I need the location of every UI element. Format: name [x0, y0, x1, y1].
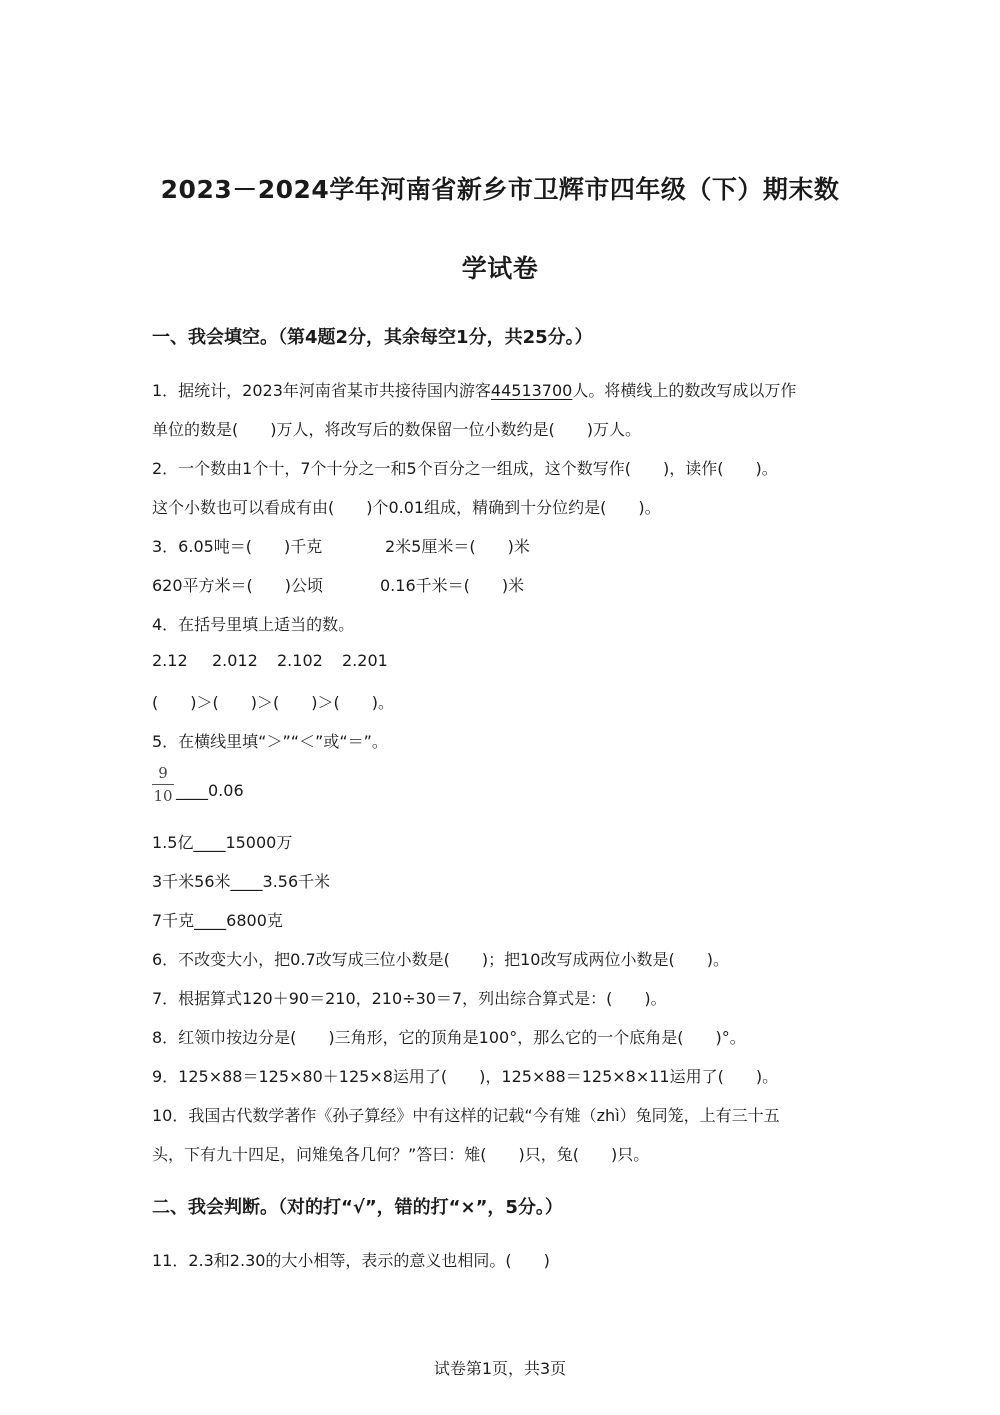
section-1-heading: 一、我会填空。（第4题2分，其余每空1分，共25分。） [152, 327, 593, 348]
question-5-item-d: 7千克____6800克 [152, 911, 283, 930]
question-3-item-a: 3．6.05吨＝( )千克 [152, 537, 323, 556]
question-8: 8．红领巾按边分是( )三角形，它的顶角是100°，那么它的一个底角是( )°。 [152, 1028, 746, 1047]
question-4-number-3: 2.102 [277, 651, 323, 670]
question-5-fraction [152, 764, 174, 805]
question-5-item-c: 3千米56米____3.56千米 [152, 872, 331, 891]
question-4-number-1: 2.12 [152, 651, 188, 670]
question-1-underlined-number: 44513700 [490, 381, 573, 400]
fraction-numerator: 9 [158, 764, 168, 782]
question-3-item-c: 620平方米＝( )公顷 [152, 576, 324, 595]
fraction-denominator: 10 [153, 787, 173, 805]
question-10-line1: 10．我国古代数学著作《孙子算经》中有这样的记载“今有雉（zhì）兔同笼，上有三十五 [152, 1106, 780, 1125]
question-1-line2: 单位的数是( )万人，将改写后的数保留一位小数约是( )万人。 [152, 420, 641, 439]
question-5-line1: 5．在横线里填“＞”“＜”或“＝”。 [152, 732, 388, 751]
exam-title-line2: 学试卷 [461, 254, 539, 283]
question-3-item-d: 0.16千米＝( )米 [380, 576, 525, 595]
exam-title-line1: 2023－2024学年河南省新乡市卫辉市四年级（下）期末数 [160, 175, 840, 204]
question-4-number-2: 2.012 [212, 651, 258, 670]
question-2-line2: 这个小数也可以看成有由( )个0.01组成，精确到十分位约是( )。 [152, 498, 661, 517]
section-2-heading: 二、我会判断。（对的打“√”，错的打“×”，5分。） [152, 1197, 563, 1218]
question-4-line3: ( )＞( )＞( )＞( )。 [152, 693, 394, 712]
question-1-prefix: 1．据统计，2023年河南省某市共接待国内游客 [152, 381, 491, 400]
question-10-line2: 头，下有九十四足，问雉兔各几何？”答曰：雉( )只，兔( )只。 [152, 1145, 650, 1164]
fraction-bar [152, 784, 174, 785]
question-5-item-b: 1.5亿____15000万 [152, 833, 293, 852]
question-2-line1: 2．一个数由1个十，7个十分之一和5个百分之一组成，这个数写作( )，读作( )。 [152, 459, 778, 478]
question-11: 11．2.3和2.30的大小相等，表示的意义也相同。( ) [152, 1251, 550, 1270]
question-3-item-b: 2米5厘米＝( )米 [385, 537, 530, 556]
question-7: 7．根据算式120＋90＝210，210÷30＝7，列出综合算式是：( )。 [152, 989, 667, 1008]
question-9: 9．125×88＝125×80＋125×8运用了( )，125×88＝125×8×11运用了( )。 [152, 1067, 779, 1086]
question-6: 6．不改变大小，把0.7改写成三位小数是( )；把10改写成两位小数是( )。 [152, 950, 729, 969]
page-footer: 试卷第1页，共3页 [433, 1359, 567, 1378]
question-4-number-4: 2.201 [342, 651, 388, 670]
question-1-suffix: 人。将横线上的数改写成以万作 [572, 381, 797, 400]
question-5-item-a-rest: ____0.06 [176, 781, 244, 800]
question-4-line1: 4．在括号里填上适当的数。 [152, 615, 355, 634]
question-1-line1 [152, 378, 796, 401]
